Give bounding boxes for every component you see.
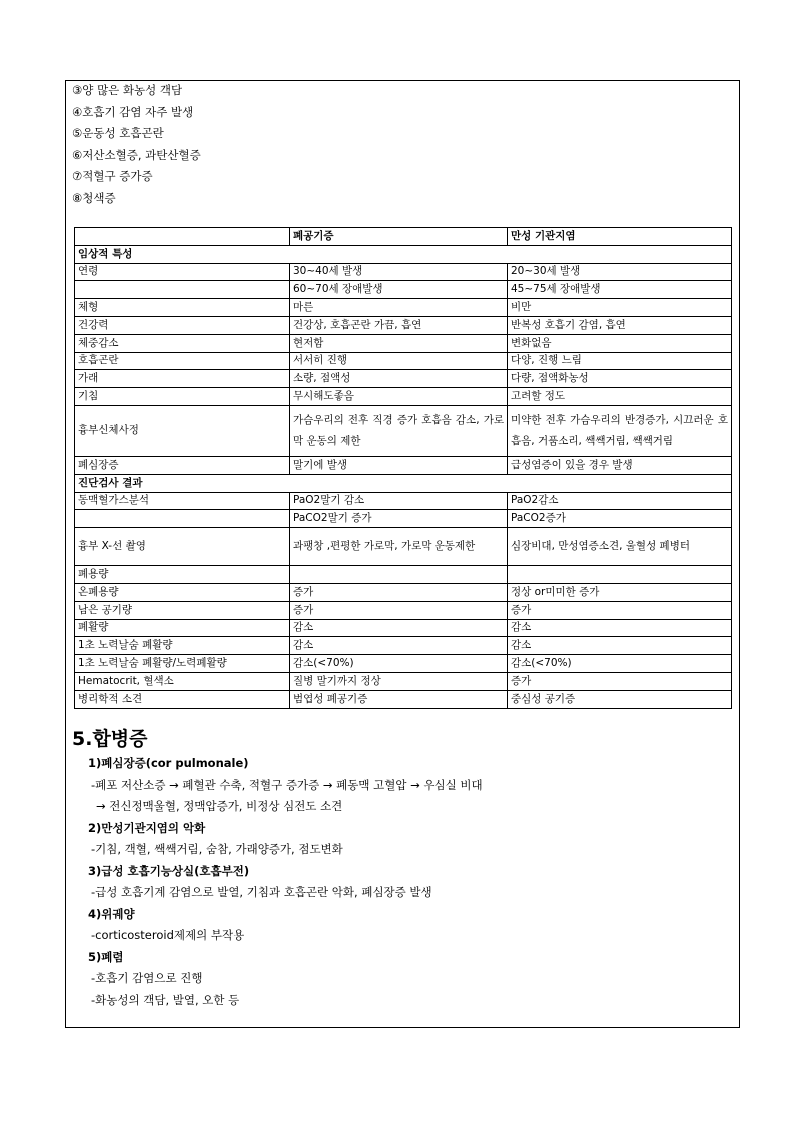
- cell: 감소: [508, 619, 732, 637]
- complication-heading: 3)급성 호흡기능상실(호흡부전): [88, 863, 250, 878]
- row-label: 병리학적 소견: [75, 690, 290, 708]
- list-item: ⑧청색증: [72, 190, 116, 205]
- cell: 무시해도좋음: [290, 388, 508, 406]
- table-row: [75, 492, 732, 510]
- complication-detail: -폐포 저산소증 → 폐혈관 수축, 적혈구 증가증 → 폐동맥 고혈압 → 우심실 비대: [91, 777, 483, 792]
- cell: 반복성 호흡기 감염, 흡연: [508, 316, 732, 334]
- row-label: [75, 510, 290, 528]
- table-row: [75, 655, 732, 673]
- complication-detail: -기침, 객혈, 쌕쌕거림, 숨참, 가래양증가, 점도변화: [91, 842, 343, 856]
- cell: 고려할 정도: [508, 388, 732, 406]
- row-label: 흉부 X-선 촬영: [75, 528, 290, 566]
- cell: 건강상, 호흡곤란 가끔, 흡연: [290, 316, 508, 334]
- cell: 감소: [290, 637, 508, 655]
- table-row: [75, 456, 732, 474]
- row-label: 1초 노력날숨 폐활량/노력폐활량: [75, 655, 290, 673]
- table-row: [75, 352, 732, 370]
- cell: 범엽성 폐공기증: [290, 690, 508, 708]
- row-label: 폐심장증: [75, 456, 290, 474]
- cell: 다량, 점액화농성: [508, 370, 732, 388]
- cell: 30~40세 발생: [290, 263, 508, 281]
- cell: 감소(<70%): [508, 655, 732, 673]
- cell: PaCO2말기 증가: [290, 510, 508, 528]
- cell: 과팽창 ,편평한 가로막, 가로막 운동제한: [290, 528, 508, 566]
- symptom-list: [72, 80, 201, 209]
- table-row: [75, 299, 732, 317]
- cell: PaCO2증가: [508, 510, 732, 528]
- cell: 20~30세 발생: [508, 263, 732, 281]
- cell: 비만: [508, 299, 732, 317]
- row-label: 폐용량: [75, 566, 290, 584]
- row-label: 기침: [75, 388, 290, 406]
- cell: 60~70세 장애발생: [290, 281, 508, 299]
- table-row: [75, 690, 732, 708]
- table-row: [75, 566, 732, 584]
- table-row: [75, 263, 732, 281]
- row-label: 남은 공기량: [75, 601, 290, 619]
- complication-detail: -corticosteroid제제의 부작용: [91, 928, 245, 942]
- header-cell: 폐공기증: [290, 228, 508, 246]
- list-item: ⑦적혈구 증가증: [72, 169, 153, 183]
- complication-heading: 4)위궤양: [88, 906, 135, 921]
- row-label: 체형: [75, 299, 290, 317]
- table-row: [75, 316, 732, 334]
- row-label: 흉부신체사정: [75, 405, 290, 456]
- table-row: [75, 672, 732, 690]
- cell: 질병 말기까지 정상: [290, 672, 508, 690]
- complication-heading: 5)폐렴: [88, 949, 124, 964]
- list-item: ④호흡기 감염 자주 발생: [72, 104, 194, 119]
- cell: 정상 or미미한 증가: [508, 583, 732, 601]
- cell: 소량, 점액성: [290, 370, 508, 388]
- table-row: [75, 510, 732, 528]
- table-row: [75, 583, 732, 601]
- complication-heading: 1)폐심장증(cor pulmonale): [88, 756, 249, 770]
- table-row: [75, 388, 732, 406]
- section-row: [75, 245, 732, 263]
- list-item: ⑤운동성 호흡곤란: [72, 126, 164, 140]
- cell: 미약한 전후 가슴우리의 반경증가, 시끄러운 호흡음, 거품소리, 쌕쌕거림, 쌕쌕거림: [508, 405, 732, 456]
- cell: 서서히 진행: [290, 352, 508, 370]
- section-title: 5.합병증: [72, 728, 148, 750]
- cell: 다양, 진행 느림: [508, 352, 732, 370]
- table-row: [75, 405, 732, 456]
- cell: 증가: [508, 601, 732, 619]
- list-item: ③양 많은 화농성 객담: [72, 83, 183, 97]
- complication-detail: -화농성의 객담, 발열, 오한 등: [91, 992, 240, 1007]
- cell: 현저함: [290, 334, 508, 352]
- cell: PaO2말기 감소: [290, 492, 508, 510]
- row-label: Hematocrit, 혈색소: [75, 672, 290, 690]
- cell: 심장비대, 만성염증소견, 울혈성 폐병터: [508, 528, 732, 566]
- table-row: [75, 334, 732, 352]
- cell: 45~75세 장애발생: [508, 281, 732, 299]
- table-row: [75, 370, 732, 388]
- table-header-row: [75, 228, 732, 246]
- complication-detail: -급성 호흡기계 감염으로 발열, 기침과 호흡곤란 악화, 폐심장증 발생: [91, 885, 432, 899]
- section-label: 진단검사 결과: [75, 474, 732, 492]
- cell: 감소(<70%): [290, 655, 508, 673]
- cell: 감소: [290, 619, 508, 637]
- table-row: [75, 637, 732, 655]
- cell: 말기에 발생: [290, 456, 508, 474]
- table-row: [75, 528, 732, 566]
- row-label: 체중감소: [75, 334, 290, 352]
- section-row: [75, 474, 732, 492]
- complication-heading: 2)만성기관지염의 악화: [88, 820, 206, 835]
- cell: 감소: [508, 637, 732, 655]
- cell: 증가: [508, 672, 732, 690]
- table-row: [75, 281, 732, 299]
- row-label: 온폐용량: [75, 583, 290, 601]
- comparison-table: [74, 227, 732, 709]
- table-row: [75, 619, 732, 637]
- row-label: 폐활량: [75, 619, 290, 637]
- cell: PaO2감소: [508, 492, 732, 510]
- header-cell: [75, 228, 290, 246]
- complication-detail: → 전신정맥울혈, 정맥압증가, 비정상 심전도 소견: [96, 799, 343, 813]
- section-label: 임상적 특성: [75, 245, 732, 263]
- row-label: 가래: [75, 370, 290, 388]
- header-cell: 만성 기관지염: [508, 228, 732, 246]
- row-label: 건강력: [75, 316, 290, 334]
- cell: 중심성 공기증: [508, 690, 732, 708]
- complication-list: [88, 753, 728, 1011]
- cell: 마른: [290, 299, 508, 317]
- complication-detail: -호흡기 감염으로 진행: [91, 971, 203, 985]
- cell: [508, 566, 732, 584]
- row-label: 동맥혈가스분석: [75, 492, 290, 510]
- table-row: [75, 601, 732, 619]
- cell: [290, 566, 508, 584]
- row-label: 호흡곤란: [75, 352, 290, 370]
- cell: 증가: [290, 601, 508, 619]
- list-item: ⑥저산소혈증, 과탄산혈증: [72, 147, 201, 162]
- row-label: 연령: [75, 263, 290, 281]
- cell: 급성염증이 있을 경우 발생: [508, 456, 732, 474]
- cell: 변화없음: [508, 334, 732, 352]
- row-label: 1초 노력날숨 폐활량: [75, 637, 290, 655]
- cell: 증가: [290, 583, 508, 601]
- cell: 가슴우리의 전후 직경 증가 호흡음 감소, 가로막 운동의 제한: [290, 405, 508, 456]
- row-label: [75, 281, 290, 299]
